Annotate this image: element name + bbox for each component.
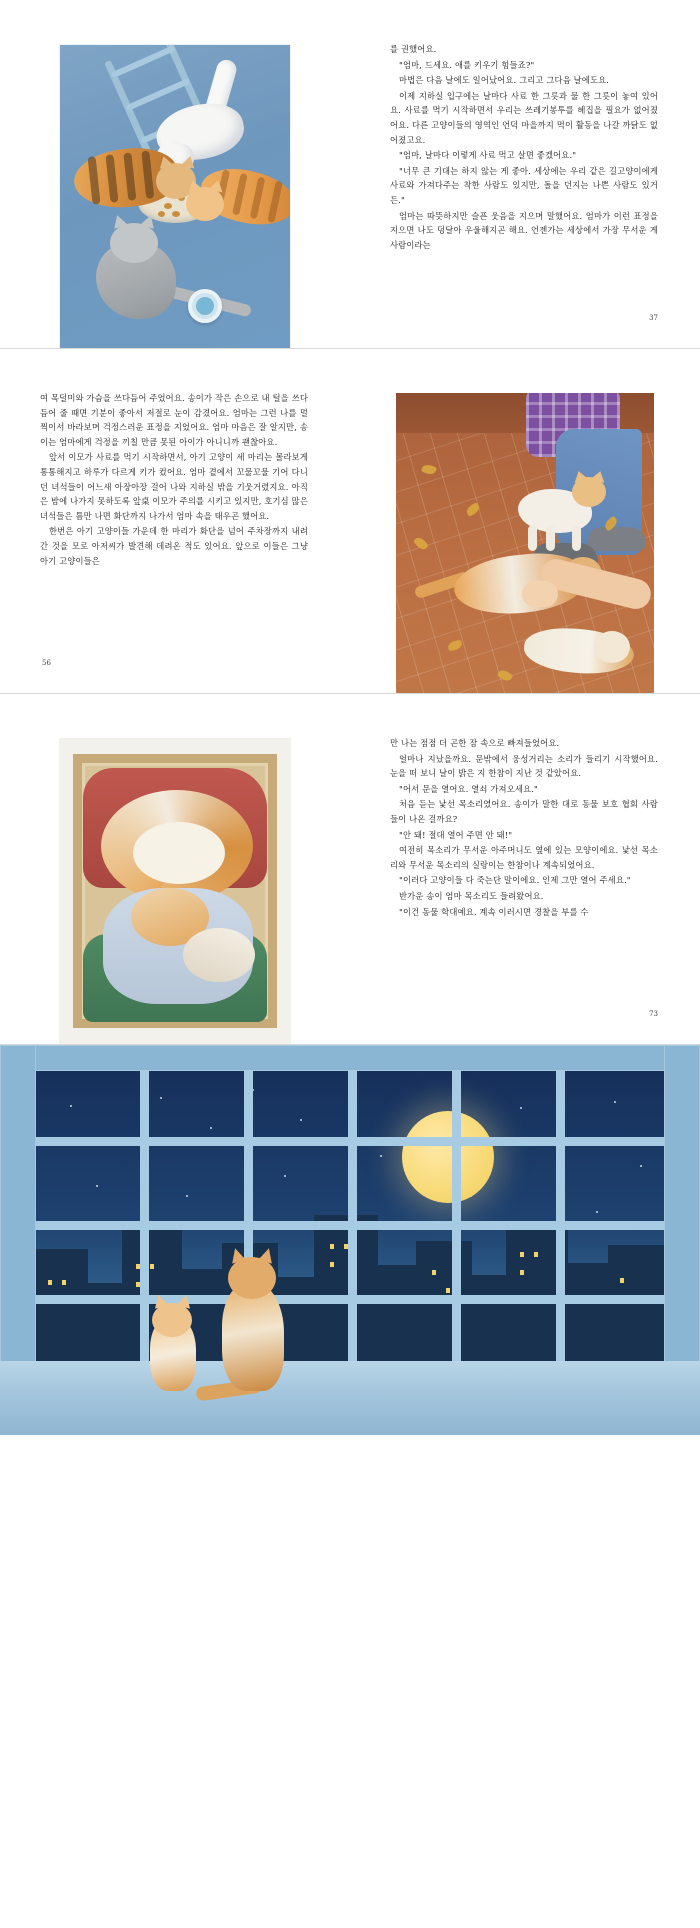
mother-cat-head: [228, 1257, 276, 1299]
paragraph: 마법은 다음 날에도 일어났어요. 그리고 그다음 날에도요.: [399, 75, 610, 86]
final-illustration-strip: [0, 1045, 700, 1435]
person-hand: [522, 581, 558, 607]
cats-eating-illustration: [60, 45, 290, 348]
page-number: 73: [649, 1010, 658, 1018]
paragraph: 를 권했어요.: [390, 44, 437, 54]
standing-cat-head: [572, 477, 606, 507]
paragraph: "이건 동물 학대예요. 계속 이러시면 경찰을 부를 수: [399, 906, 589, 917]
moon: [402, 1111, 494, 1203]
mother-cat-belly: [133, 822, 225, 884]
paragraph: 앞서 이모가 사료를 먹기 시작하면서, 아기 고양이 세 마리는 몰라보게 통통해지고 하루가 다르게 키가 컸어요. 엄마 곁에서 꼬물꼬물 기어 다니던 녀석들이 어느새 아장아장 걸어 나와 지하실 밖을 기웃거렸지요. 아직은 밤에 나가지 못하도록 앞桌 이모가 주의를 시키고 있지만, 호기심 많은 녀석들은 틈만 나면 화단까지 나가서 엄마 속을 태우곤 했어요.: [40, 452, 308, 521]
spread-3: [0, 694, 700, 1044]
spread-3-illustration-panel: [0, 694, 350, 1044]
spread-3-text-column: [350, 694, 700, 1044]
page-number: 56: [42, 659, 51, 667]
orange-cat-head: [186, 187, 224, 221]
spread-1-text-column: [350, 0, 700, 348]
paragraph: "안 돼! 절대 열어 주면 안 돼!": [399, 829, 513, 840]
spread-2-text-column: [0, 349, 350, 693]
spread-2: [0, 349, 700, 693]
paragraph: "이러다 고양이들 다 죽는단 말이에요. 인제 그만 열어 주세요.": [399, 875, 631, 886]
grey-cat-head: [110, 223, 158, 263]
paragraph: 한번은 아기 고양이들 가운데 한 마리가 화단을 넘어 주차장까지 내려간 것을 모로 아저씨가 발견해 데려온 적도 있어요. 앞으로 이들은 그냥 아기 고양이들은: [40, 526, 308, 566]
spread-1-illustration-panel: [0, 0, 350, 348]
lying-cat-2-head: [594, 631, 630, 663]
paragraph: 반가운 송이 엄마 목소리도 들려왔어요.: [399, 890, 544, 901]
paragraph: "엄마, 날마다 이렇게 사료 먹고 살면 좋겠어요.": [399, 150, 577, 161]
spread-1: [0, 0, 700, 348]
paragraph: 여전히 목소리가 무서운 아주머니도 옆에 있는 모양이에요. 낯선 목소리와 무서운 목소리의 실랑이는 한참이나 계속되었어요.: [390, 845, 658, 870]
paragraph: 여 목덜미와 가슴을 쓰다듬어 주었어요. 송이가 작은 손으로 내 털을 쓰다듬어 줄 때면 기분이 좋아서 저절로 눈이 감겼어요. 엄마는 그런 나를 멀찍이서 바라보며 걱정스러운 표정을 지었어요. 엄마 마음은 잘 알지만, 송이는 엄마에게 걱정을 끼칠 만큼 못된 아이가 아니니까 괜찮아요.: [40, 393, 308, 447]
sleeping-cats-box-illustration: [59, 738, 291, 1044]
paragraph: 얼마나 지났을까요. 문밖에서 웅성거리는 소리가 들리기 시작했어요. 눈을 떠 보니 날이 밝은 지 한참이 지난 것 같았어요.: [390, 753, 658, 779]
kitten-head: [152, 1303, 192, 1337]
window-sill: [0, 1361, 700, 1435]
paragraph: "엄마, 드세요. 애를 키우기 힘들죠?": [399, 59, 535, 70]
paragraph: "너무 큰 기대는 하지 않는 게 좋아. 세상에는 우리 같은 길고양이에게 사료와 가져다주는 착한 사람도 있지만, 돌을 던지는 나쁜 사람도 있거든.": [390, 165, 658, 205]
mother-cat-body: [222, 1283, 284, 1391]
paragraph: 엄마는 따뜻하지만 슬픈 웃음을 지으며 말했어요. 엄마가 이런 표정을 지으면 나도 덩달아 우울해지곤 해요. 언젠가는 세상에서 가장 무서운 게 사람이라는: [390, 210, 658, 250]
paragraph: "어서 문을 열어요. 열쇠 가져오세요.": [399, 783, 538, 794]
water-bowl: [188, 289, 222, 323]
page-number: 37: [649, 314, 658, 322]
paragraph: 처음 듣는 낯선 목소리였어요. 송이가 말한 대로 동물 보호 협회 사람들이 나온 걸까요?: [390, 799, 658, 824]
paragraph: 만 나는 점점 더 곤한 잠 속으로 빠져들었어요.: [390, 738, 560, 748]
window-moon-illustration: [0, 1045, 700, 1435]
paragraph: 이제 지하실 입구에는 날마다 사료 한 그릇과 물 한 그릇이 놓여 있어요. 사료를 먹기 시작하면서 우리는 쓰레기봉투를 헤집을 필요가 없어졌어요. 다른 고양이들의 영역인 언덕 마을까지 먹이 활동을 나갈 까닭도 없어졌고요.: [390, 90, 658, 145]
person-shoe-back: [588, 527, 646, 551]
spread-2-illustration-panel: [350, 349, 700, 693]
kitten-2: [183, 928, 255, 982]
patio-cats-illustration: [396, 393, 654, 693]
